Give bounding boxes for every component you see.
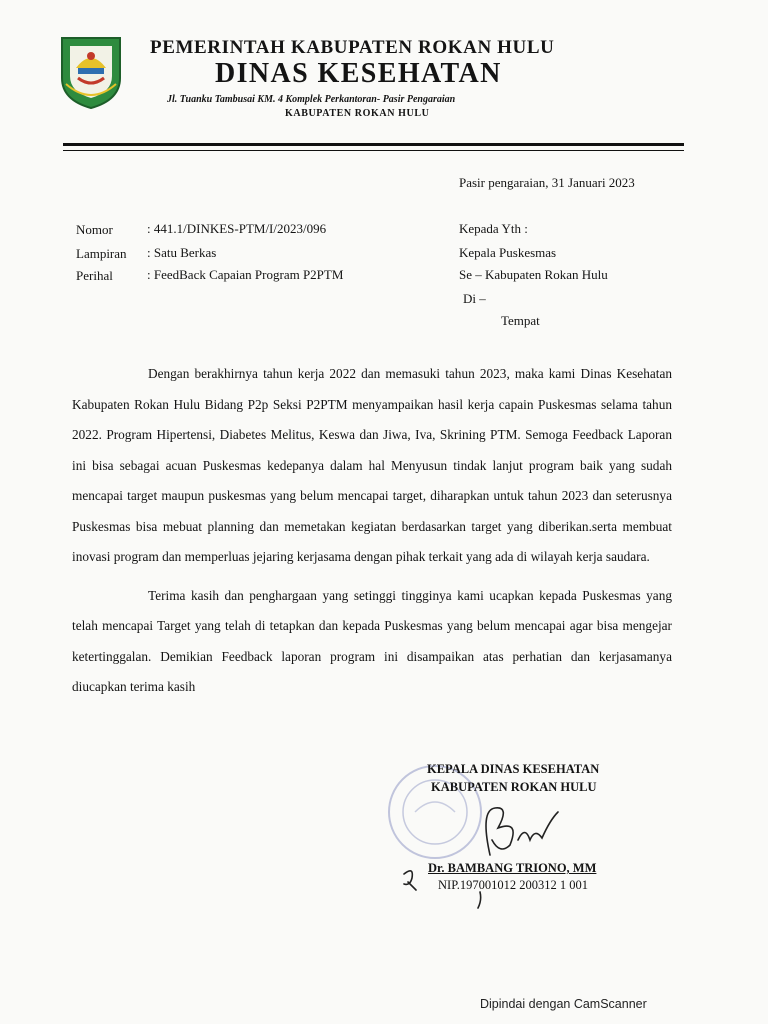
body-paragraph-1: Dengan berakhirnya tahun kerja 2022 dan memasuki tahun 2023, maka kami Dinas Kesehatan Kabupaten Rokan Hulu Bidang P2p Seksi P2PTM menyampaikan hasil kerja capain Puskesmas selama tahun 2022. Program Hipertensi, Diabetes Melitus, Keswa dan Jiwa, Iva, Skrining PTM. Semoga Feedback Laporan ini bisa sebagai acuan Puskesmas kedepanya dalam hal Menyusun tindak lanjut program baik yang sudah mencapai target maupun puskesmas yang belum mencapai target, diharapkan untuk tahun 2023 dan seterusnya Puskesmas bisa mebuat planning dan memetakan kegiatan berdasarkan target yang diberikan.serta membuat inovasi program dan memperluas jejaring kerjasama dengan pihak terkait yang ada di wilayah kerja saudara. [72,366,672,564]
letterhead-regency: KABUPATEN ROKAN HULU [285,108,430,119]
recipient-place: Tempat [501,313,540,328]
letterhead-divider-thin [63,150,684,151]
recipient-di: Di – [463,291,486,306]
letterhead-divider [63,143,684,146]
signatory-name: Dr. BAMBANG TRIONO, MM [428,861,597,875]
letterhead-agency: DINAS KESEHATAN [215,58,502,89]
signature-title-1: KEPALA DINAS KESEHATAN [427,762,600,776]
recipient-salutation: Kepada Yth : [459,221,528,236]
meta-label-perihal: Perihal [76,268,113,283]
meta-label-lampiran: Lampiran [76,246,127,261]
meta-value-perihal: : FeedBack Capaian Program P2PTM [147,267,344,282]
signatory-nip: NIP.197001012 200312 1 001 [438,878,589,892]
scanner-watermark: Dipindai dengan CamScanner [480,997,647,1011]
signature-title-2: KABUPATEN ROKAN HULU [431,780,597,794]
handwritten-signature-icon [470,800,570,860]
letter-body [72,359,672,703]
meta-value-nomor: : 441.1/DINKES-PTM/I/2023/096 [147,221,327,236]
meta-value-lampiran: : Satu Berkas [147,245,217,260]
letter-date: Pasir pengaraian, 31 Januari 2023 [459,175,635,190]
body-paragraph-2: Terima kasih dan penghargaan yang setinggi tingginya kami ucapkan kepada Puskesmas yang telah mencapai Target yang telah di tetapkan dan kepada Puskesmas yang belum mencapai agar bisa mengejar ketertinggalan. Demikian Feedback laporan program ini disampaikan atas perhatian dan kerjasamanya diucapkan terima kasih [72,587,672,694]
recipient-title: Kepala Puskesmas [459,245,557,260]
letterhead-government: PEMERINTAH KABUPATEN ROKAN HULU [150,37,555,58]
regency-emblem-icon [58,34,124,110]
letterhead-address: Jl. Tuanku Tambusai KM. 4 Komplek Perkantoran- Pasir Pengaraian [167,94,456,105]
meta-label-nomor: Nomor [76,222,113,237]
recipient-area: Se – Kabupaten Rokan Hulu [459,267,608,282]
